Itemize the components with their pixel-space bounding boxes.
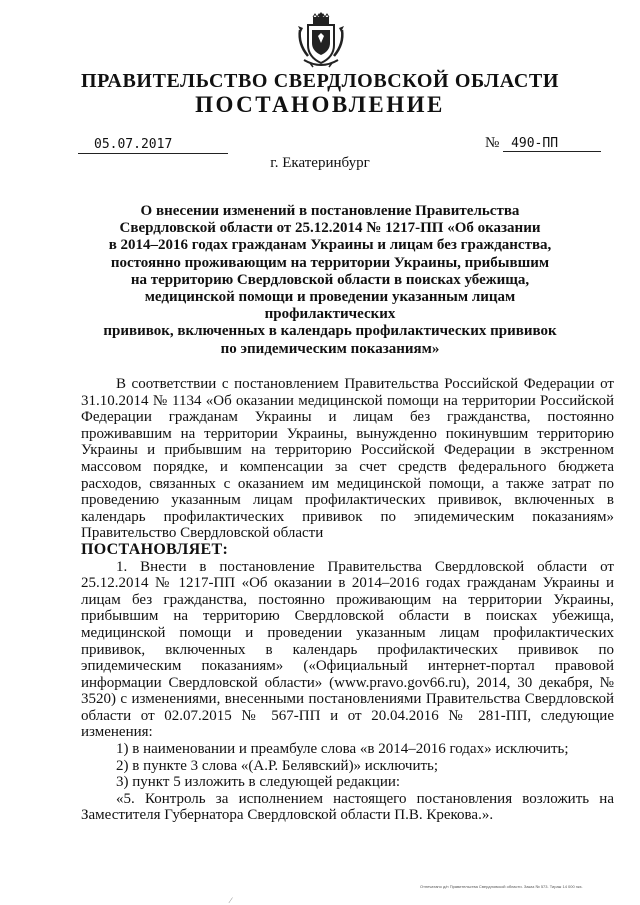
title-line: медицинской помощи и проведении указанным лицам профилактических [144,289,516,323]
item-paragraph: 1. Внести в постановление Правительства Свердловской области от 25.12.2014 № 1217-ПП «Об оказании в 2014–2016 годах гражданам Украины и лицам без гражданства, постоянно проживающим на территории Украины, прибывшим на территорию Свердловской области в поисках убежища, медицинской помощи и проведении указанным лицам профилактических прививок, включенных в календарь профилактических прививок по эпидемическим показаниям» («Официальный интернет-портал правовой информации Свердловской области» (www.pravo.gov66.ru), 2014, 30 декабря, № 3520) с изменениями, внесенными постановлениями Правительства Свердловской области от 02.07.2015 № 567-ПП и от 20.04.2016 № 281-ПП, следующие изменения: [81,558,614,741]
organization-name: ПРАВИТЕЛЬСТВО СВЕРДЛОВСКОЙ ОБЛАСТИ [81,70,559,92]
document-date: 05.07.2017 [78,137,228,154]
title-line: в 2014–2016 годах гражданам Украины и лицам без гражданства, [108,237,552,254]
resolves-heading: ПОСТАНОВЛЯЕТ: [81,540,229,558]
title-line: Свердловской области от 25.12.2014 № 1217-ПП «Об оказании [119,220,541,237]
preamble-paragraph: В соответствии с постановлением Правительства Российской Федерации от 31.10.2014 № 1134 «Об оказании медицинской помощи на территории Российской Федерации гражданам Украины и лицам без гражданства, постоянно проживавшим на территории Украины, вынужденно покинувшим территорию Украины и прибывшим на территорию Российской Федерации в экстренном массовом порядке, и компенсации за счет средств федерального бюджета расходов, связанных с оказанием им медицинской помощи, а также затрат по проведению указанным лицам профилактических прививок, включенных в календарь профилактических прививок по эпидемическим показаниям» Правительство Свердловской области [81,376,614,542]
title-line: на территорию Свердловской области в поисках убежища, [130,271,530,288]
title-line: постоянно проживающим на территории Украины, прибывшим [110,254,550,271]
title-line: О внесении изменений в постановление Правительства [140,203,520,219]
city: г. Екатеринбург [270,155,370,171]
item-paragraph: 3) пункт 5 изложить в следующей редакции: [116,774,401,791]
number-sign: № [485,135,500,151]
title-line: по эпидемическим показаниям» [220,340,440,357]
document-number: 490-ПП [503,136,601,152]
document-title [80,203,580,358]
document-type: ПОСТАНОВЛЕНИЕ [195,92,445,117]
item-paragraph: 2) в пункте 3 слова «(А.Р. Белявский)» исключить; [116,757,439,774]
coat-of-arms-icon [296,10,346,68]
item-paragraph: «5. Контроль за исполнением настоящего постановления возложить на Заместителя Губернатора Свердловской области П.В. Крекова.». [81,790,614,824]
document-number-block [485,135,611,152]
print-footer-note: Отпечатано д/п Правительства Свердловской области. Заказ № 573. Тираж 14 000 экз. [420,884,583,889]
document-body [81,376,614,824]
page-mark: ⁄ [230,896,232,905]
item-paragraph: 1) в наименовании и преамбуле слова «в 2014–2016 годах» исключить; [116,741,569,758]
title-line: прививок, включенных в календарь профилактических прививок [103,323,557,340]
